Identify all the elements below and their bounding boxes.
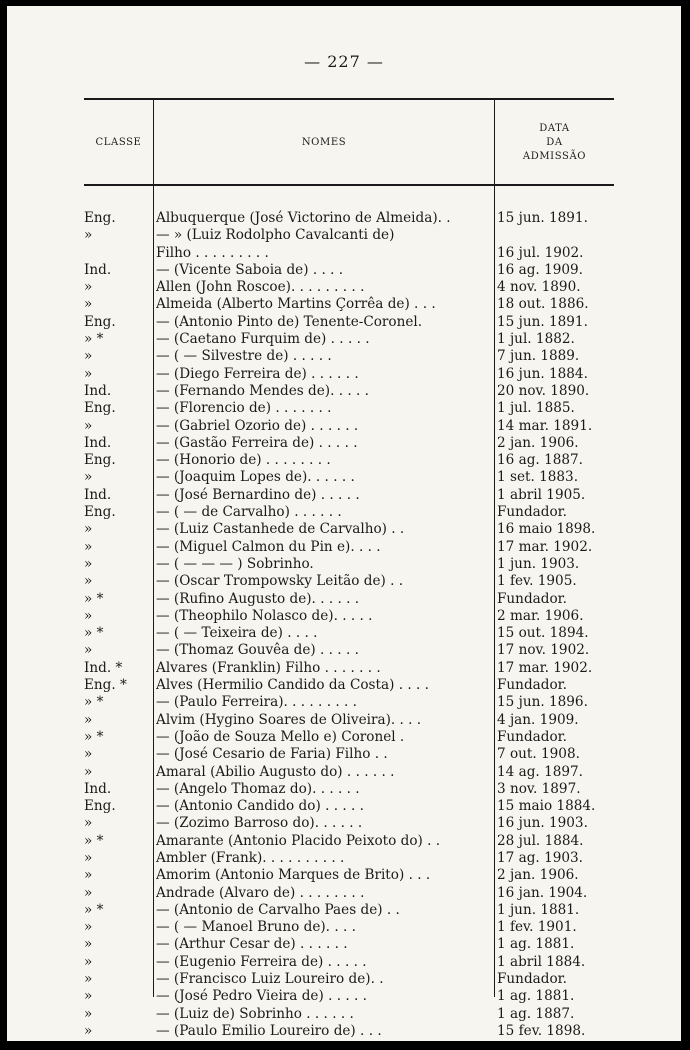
table-row — [7, 660, 681, 677]
row-nome: Alves (Hermilio Candido da Costa) . . . . — [156, 677, 429, 694]
row-nome: — (Oscar Trompowsky Leitão de) . . — [156, 573, 404, 590]
row-data: 16 jun. 1884. — [497, 365, 588, 382]
row-classe: » — [84, 884, 93, 901]
row-classe: » — [84, 521, 93, 538]
table-row — [7, 936, 681, 953]
row-nome: — (João de Souza Mello e) Coronel . — [156, 728, 405, 745]
row-nome: — » (Luiz Rodolpho Cavalcanti de) — [156, 227, 395, 244]
row-nome: — (Luiz de) Sobrinho . . . . . . — [156, 1005, 354, 1022]
row-classe: » — [84, 538, 93, 555]
row-classe: » * — [84, 590, 104, 607]
row-data: 1 abril 1884. — [497, 953, 586, 970]
table-row — [7, 504, 681, 521]
row-nome: — (José Cesario de Faria) Filho . . — [156, 746, 388, 763]
table-row — [7, 1023, 681, 1040]
row-classe: » — [84, 469, 93, 486]
row-classe: » — [84, 573, 93, 590]
row-data: 16 jul. 1902. — [497, 244, 584, 261]
row-nome: — ( — Silvestre de) . . . . . — [156, 348, 332, 365]
table-row — [7, 418, 681, 435]
header-data-line: DATA — [539, 123, 570, 134]
row-nome: — ( — Teixeira de) . . . . — [156, 625, 318, 642]
row-classe: » — [84, 711, 93, 728]
row-data: 2 mar. 1906. — [497, 607, 584, 624]
row-classe: Ind. — [84, 382, 112, 399]
table-row — [7, 556, 681, 573]
row-classe: » — [84, 296, 93, 313]
row-data: Fundador. — [497, 677, 567, 694]
row-data: 16 jan. 1904. — [497, 884, 588, 901]
row-data: 28 jul. 1884. — [497, 832, 584, 849]
row-data: 1 jul. 1885. — [497, 400, 575, 417]
row-classe: Eng. — [84, 313, 116, 330]
row-nome: — (José Pedro Vieira de) . . . . . — [156, 988, 367, 1005]
row-data: Fundador. — [497, 971, 567, 988]
row-classe: » * — [84, 331, 104, 348]
row-classe: » * — [84, 901, 104, 918]
table-row — [7, 452, 681, 469]
row-nome: — (Rufino Augusto de). . . . . . — [156, 590, 360, 607]
row-nome: Ambler (Frank). . . . . . . . . . — [156, 849, 345, 866]
table-row — [7, 919, 681, 936]
row-data: Fundador. — [497, 504, 567, 521]
row-classe: Ind. — [84, 486, 112, 503]
row-data: 17 mar. 1902. — [497, 538, 593, 555]
table-row — [7, 245, 681, 262]
row-classe: » — [84, 936, 93, 953]
row-data: 15 out. 1894. — [497, 625, 589, 642]
row-classe: » — [84, 763, 93, 780]
table-row — [7, 348, 681, 365]
row-classe: » — [84, 988, 93, 1005]
row-data: 17 nov. 1902. — [497, 642, 590, 659]
row-nome: — (Gabriel Ozorio de) . . . . . . — [156, 417, 359, 434]
table-row — [7, 850, 681, 867]
row-data: 1 jun. 1881. — [497, 901, 580, 918]
table-row — [7, 902, 681, 919]
row-classe: » — [84, 867, 93, 884]
row-data: 18 out. 1886. — [497, 296, 589, 313]
row-nome: — (Paulo Ferreira). . . . . . . . . — [156, 694, 357, 711]
row-nome: Amaral (Abilio Augusto do) . . . . . . — [156, 763, 395, 780]
row-data: 15 maio 1884. — [497, 798, 596, 815]
row-data: 17 mar. 1902. — [497, 659, 593, 676]
row-data: Fundador. — [497, 590, 567, 607]
row-data: 14 mar. 1891. — [497, 417, 593, 434]
table-row — [7, 815, 681, 832]
table-row — [7, 867, 681, 884]
row-classe: Eng. — [84, 400, 116, 417]
table-row — [7, 1006, 681, 1023]
row-nome: — (Antonio Candido do) . . . . . — [156, 798, 364, 815]
row-classe: » — [84, 953, 93, 970]
header-data-line: DA — [546, 137, 563, 148]
row-nome: — (Theophilo Nolasco de). . . . . — [156, 607, 373, 624]
header-top-rule — [84, 98, 614, 100]
row-classe: » — [84, 642, 93, 659]
row-nome: — ( — de Carvalho) . . . . . . — [156, 504, 342, 521]
row-data: Fundador. — [497, 728, 567, 745]
row-nome: — (José Bernardino de) . . . . . — [156, 486, 360, 503]
row-classe: » — [84, 555, 93, 572]
table-row — [7, 694, 681, 711]
row-classe: » — [84, 815, 93, 832]
table-row — [7, 677, 681, 694]
table-row — [7, 487, 681, 504]
row-nome: Andrade (Alvaro de) . . . . . . . . — [156, 884, 365, 901]
header-nomes: NOMES — [301, 137, 347, 148]
row-data: 20 nov. 1890. — [497, 382, 590, 399]
row-data: 16 ag. 1909. — [497, 261, 583, 278]
table-row — [7, 712, 681, 729]
table-row — [7, 833, 681, 850]
row-classe: Eng. — [84, 210, 116, 226]
row-nome: — (Vicente Saboia de) . . . . — [156, 261, 344, 278]
row-nome: — ( — — — ) Sobrinho. — [156, 555, 314, 572]
table-row — [7, 366, 681, 383]
table-row — [7, 331, 681, 348]
row-nome: — (Angelo Thomaz do). . . . . . — [156, 780, 360, 797]
row-nome: Allen (John Roscoe). . . . . . . . . — [156, 279, 365, 296]
row-nome: — (Arthur Cesar de) . . . . . . — [156, 936, 348, 953]
row-classe: Eng. * — [84, 677, 127, 694]
header-data-line: ADMISSÃO — [522, 151, 587, 162]
row-data: 2 jan. 1906. — [497, 867, 579, 884]
table-row — [7, 296, 681, 313]
row-classe: » * — [84, 694, 104, 711]
row-nome: — (Zozimo Barroso do). . . . . . — [156, 815, 363, 832]
row-nome: — (Antonio de Carvalho Paes de) . . — [156, 901, 400, 918]
row-classe: » — [84, 607, 93, 624]
table-row — [7, 227, 681, 244]
row-data: 1 ag. 1881. — [497, 936, 575, 953]
row-data: 15 fev. 1898. — [497, 1022, 586, 1039]
table-row — [7, 729, 681, 746]
row-nome: — (Paulo Emilio Loureiro de) . . . — [156, 1022, 382, 1039]
row-nome: — (Florencio de) . . . . . . . — [156, 400, 332, 417]
table-row — [7, 591, 681, 608]
row-nome: — (Joaquim Lopes de). . . . . . — [156, 469, 355, 486]
row-classe: » — [84, 971, 93, 988]
table-row — [7, 279, 681, 296]
row-data: 1 set. 1883. — [497, 469, 579, 486]
row-nome: — (Diego Ferreira de) . . . . . . — [156, 365, 359, 382]
row-data: 16 ag. 1887. — [497, 452, 583, 469]
row-classe: » * — [84, 728, 104, 745]
table-row — [7, 210, 681, 227]
row-classe: » — [84, 279, 93, 296]
row-nome: Filho . . . . . . . . . — [156, 244, 269, 261]
row-data: 1 jul. 1882. — [497, 331, 575, 348]
header-classe: CLASSE — [95, 137, 142, 148]
table-row — [7, 746, 681, 763]
row-nome: — (Eugenio Ferreira de) . . . . . — [156, 953, 367, 970]
row-classe: Ind. — [84, 261, 112, 278]
table-row — [7, 798, 681, 815]
row-classe: » — [84, 1005, 93, 1022]
row-classe: » — [84, 849, 93, 866]
row-nome: — (Gastão Ferreira de) . . . . . — [156, 434, 358, 451]
row-classe: » * — [84, 625, 104, 642]
table-row — [7, 885, 681, 902]
table-row — [7, 539, 681, 556]
row-nome: Alvim (Hygino Soares de Oliveira). . . . — [156, 711, 422, 728]
row-data: 15 jun. 1896. — [497, 694, 588, 711]
table-row — [7, 764, 681, 781]
row-nome: Amorim (Antonio Marques de Brito) . . . — [156, 867, 431, 884]
table-row — [7, 988, 681, 1005]
row-nome: — (Honorio de) . . . . . . . . — [156, 452, 331, 469]
row-nome: — (Fernando Mendes de). . . . . — [156, 382, 369, 399]
row-classe: Ind. — [84, 780, 112, 797]
table-row — [7, 314, 681, 331]
row-nome: Almeida (Alberto Martins Çorrêa de) . . . — [156, 296, 436, 313]
row-nome: — (Thomaz Gouvêa de) . . . . . — [156, 642, 359, 659]
row-nome: — (Caetano Furquim de) . . . . . — [156, 331, 370, 348]
row-data: 3 nov. 1897. — [497, 780, 581, 797]
row-classe: » — [84, 746, 93, 763]
table-body — [7, 210, 681, 1040]
row-data: 15 jun. 1891. — [497, 313, 588, 330]
row-nome: — ( — Manoel Bruno de). . . . — [156, 919, 356, 936]
row-classe: » — [84, 417, 93, 434]
row-classe: Eng. — [84, 798, 116, 815]
row-data: 7 out. 1908. — [497, 746, 580, 763]
table-row — [7, 400, 681, 417]
table-row — [7, 435, 681, 452]
row-data: 14 ag. 1897. — [497, 763, 583, 780]
table-row — [7, 642, 681, 659]
row-nome: Alvares (Franklin) Filho . . . . . . . — [156, 659, 381, 676]
table-row — [7, 781, 681, 798]
row-data: 16 maio 1898. — [497, 521, 596, 538]
header-bottom-rule — [84, 184, 614, 186]
page — [7, 6, 681, 1041]
row-data: 2 jan. 1906. — [497, 434, 579, 451]
row-data: 1 fev. 1901. — [497, 919, 577, 936]
row-classe: Eng. — [84, 452, 116, 469]
row-data: 1 jun. 1903. — [497, 555, 580, 572]
row-data: 4 nov. 1890. — [497, 279, 581, 296]
table-row — [7, 383, 681, 400]
row-nome: — (Luiz Castanhede de Carvalho) . . — [156, 521, 405, 538]
table-row — [7, 971, 681, 988]
row-nome: — (Miguel Calmon du Pin e). . . . — [156, 538, 381, 555]
row-data: 16 jun. 1903. — [497, 815, 588, 832]
row-nome: — (Francisco Luiz Loureiro de). . — [156, 971, 384, 988]
row-classe: » — [84, 227, 93, 244]
table-row — [7, 954, 681, 971]
table-row — [7, 521, 681, 538]
header-data — [495, 122, 614, 164]
row-classe: Ind. * — [84, 659, 123, 676]
row-classe: » * — [84, 832, 104, 849]
row-nome: Albuquerque (José Victorino de Almeida). . — [156, 210, 451, 226]
row-data: 4 jan. 1909. — [497, 711, 579, 728]
table-row — [7, 469, 681, 486]
page-number: — 227 — — [304, 52, 384, 71]
row-classe: » — [84, 348, 93, 365]
row-classe: Ind. — [84, 434, 112, 451]
row-nome: — (Antonio Pinto de) Tenente-Coronel. — [156, 313, 423, 330]
row-data: 15 jun. 1891. — [497, 210, 588, 226]
table-row — [7, 262, 681, 279]
row-nome: Amarante (Antonio Placido Peixoto do) . . — [156, 832, 441, 849]
table-row — [7, 573, 681, 590]
row-data: 7 jun. 1889. — [497, 348, 580, 365]
row-classe: » — [84, 919, 93, 936]
table-row — [7, 625, 681, 642]
row-classe: » — [84, 1022, 93, 1039]
row-data: 17 ag. 1903. — [497, 849, 583, 866]
row-data: 1 abril 1905. — [497, 486, 586, 503]
row-data: 1 ag. 1887. — [497, 1005, 575, 1022]
row-data: 1 fev. 1905. — [497, 573, 577, 590]
row-classe: » — [84, 365, 93, 382]
table-row — [7, 608, 681, 625]
row-classe: Eng. — [84, 504, 116, 521]
row-data: 1 ag. 1881. — [497, 988, 575, 1005]
